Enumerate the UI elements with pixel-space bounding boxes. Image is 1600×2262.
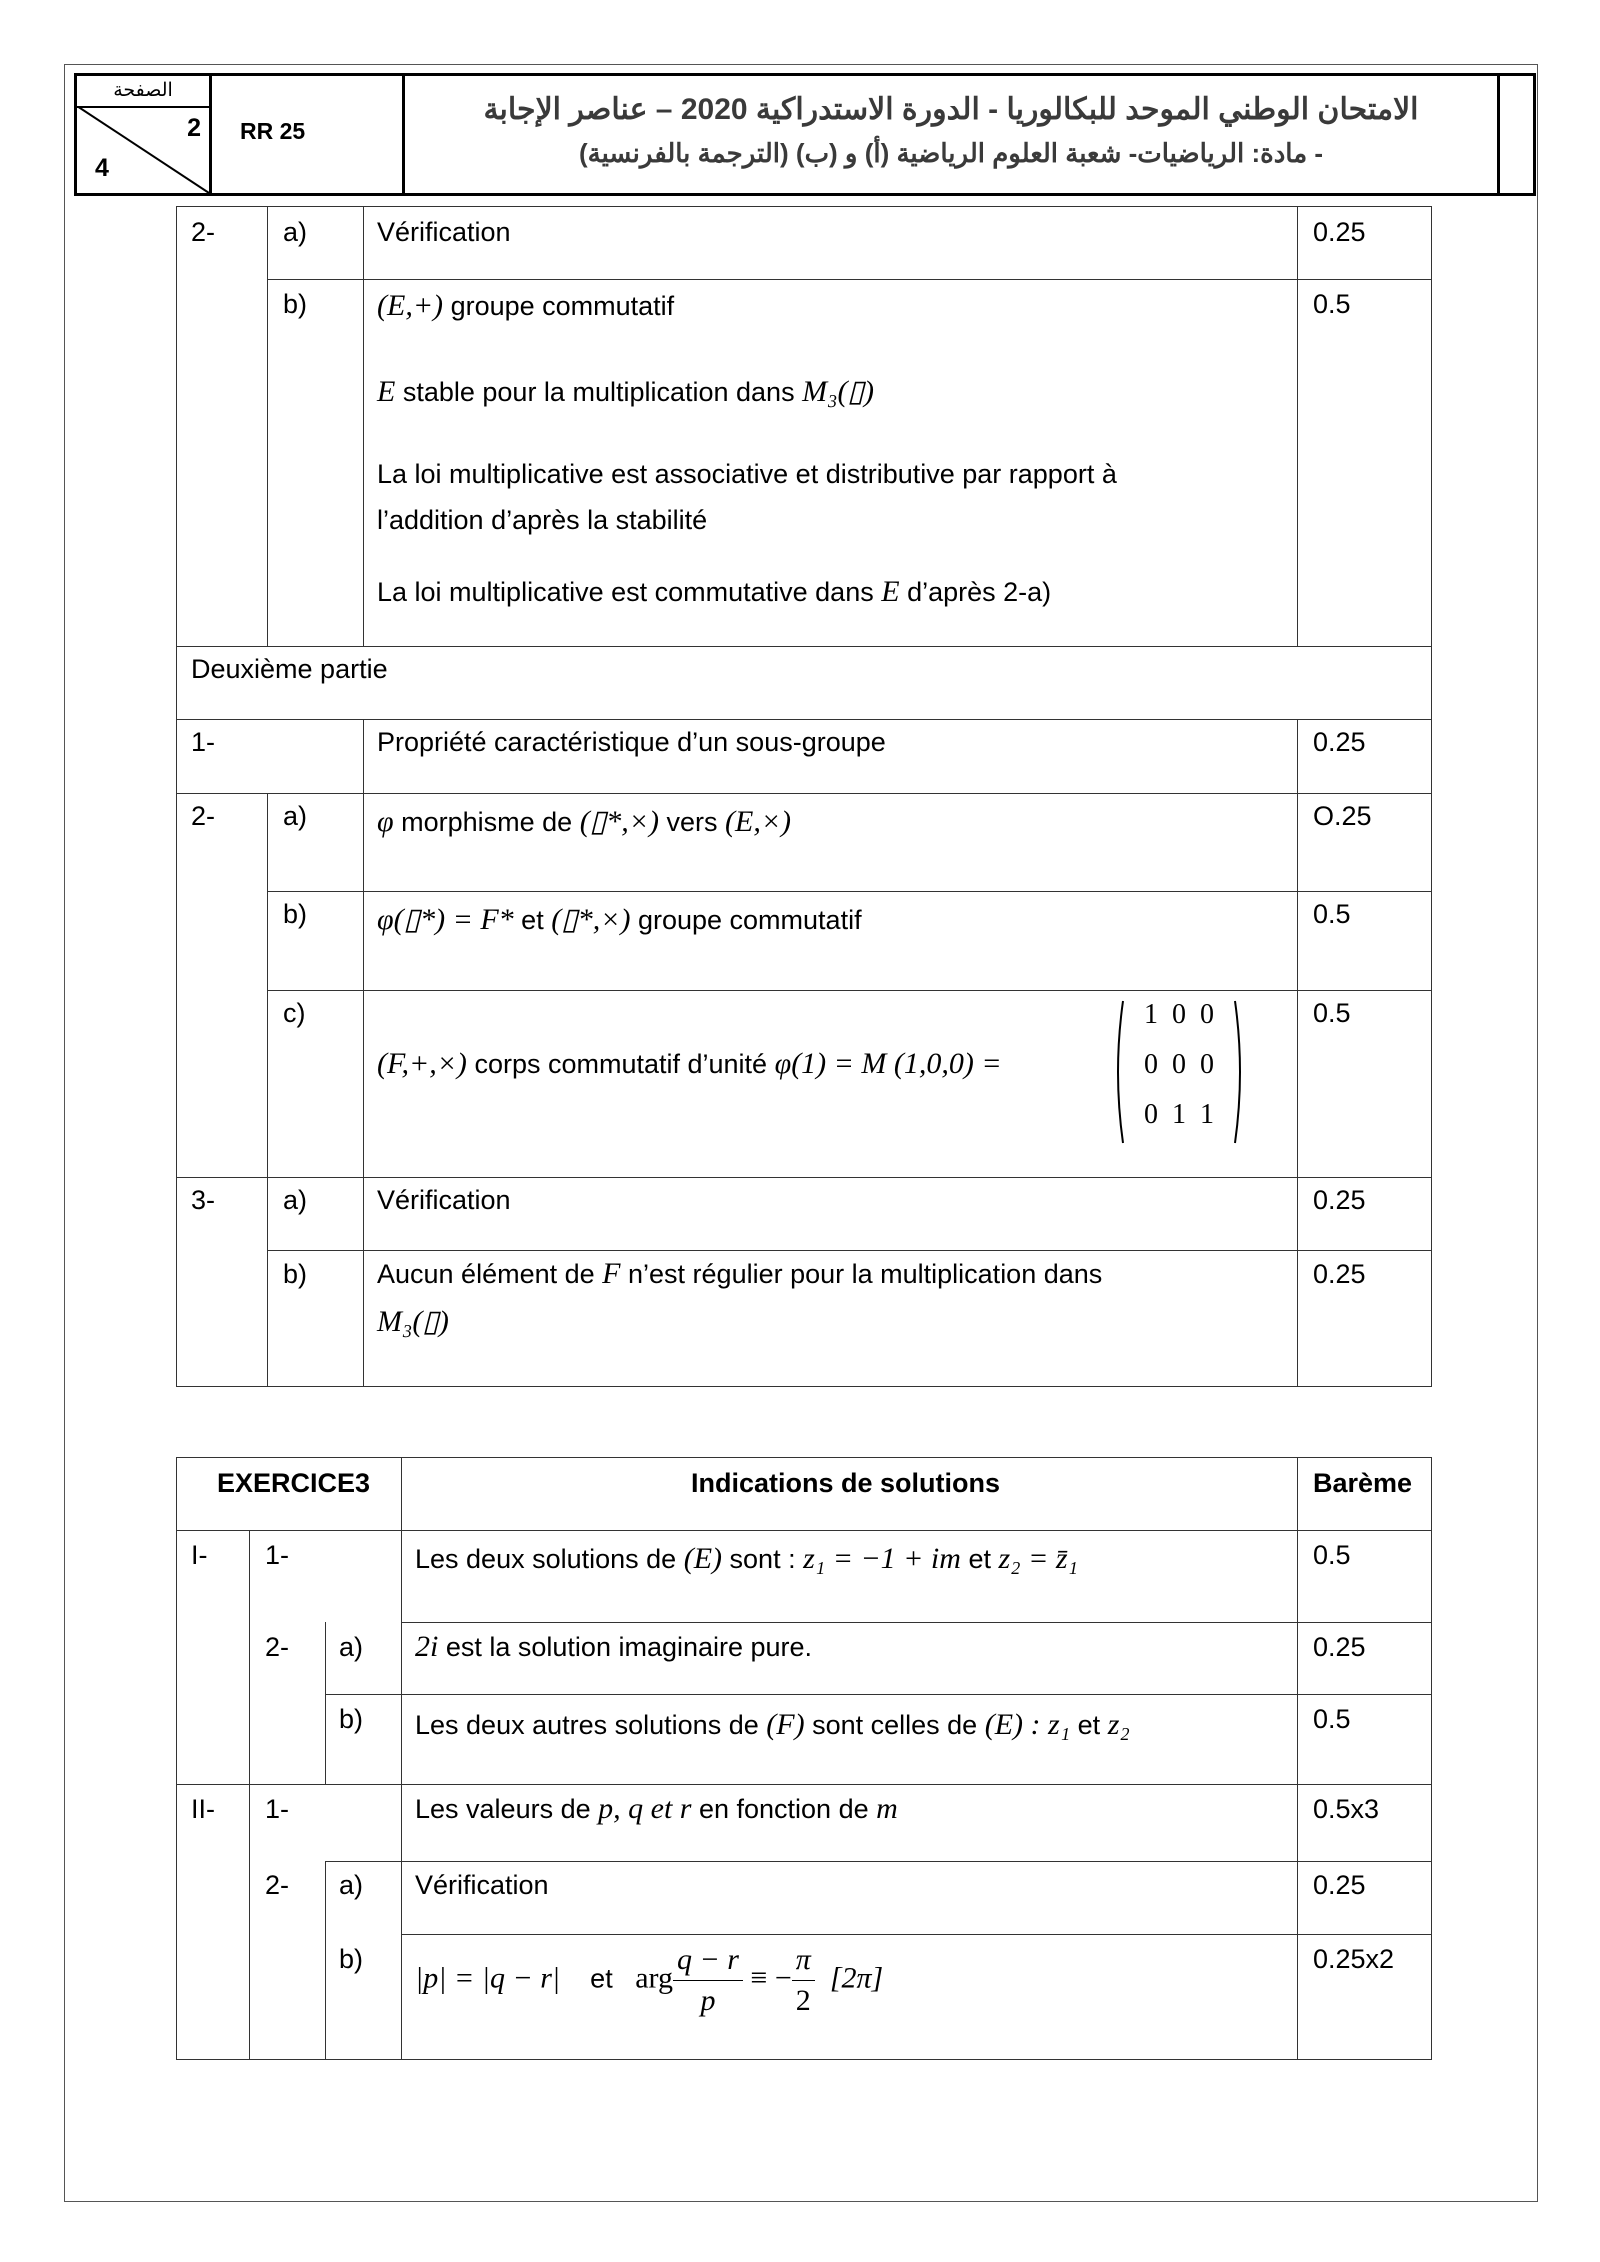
- row-score: 0.5x3: [1313, 1794, 1380, 1824]
- row-text: φ morphisme de (▯*,×) vers (E,×): [377, 805, 792, 838]
- row-num-2: 2-: [191, 217, 216, 247]
- row-text: Vérification: [377, 1185, 511, 1215]
- page-total: 4: [95, 154, 109, 182]
- answer-table-2: [176, 1457, 1432, 2060]
- row-score: O.25: [1313, 801, 1372, 831]
- row-text: Les valeurs de p, q et r en fonction de m: [415, 1792, 898, 1825]
- row-text: Les deux autres solutions de (F) sont celles de (E) : z₁ et z₂: [415, 1708, 1130, 1741]
- row-score: 0.25: [1313, 727, 1366, 757]
- row-num-2: 2-: [191, 801, 216, 831]
- row-subsub-a: a): [339, 1632, 364, 1662]
- row-score: 0.25: [1313, 1259, 1366, 1289]
- row-score: 0.5: [1313, 1704, 1351, 1734]
- unit-matrix: 1 0 0 0 0 0 0 1 1: [1111, 997, 1247, 1147]
- exam-code-box: [212, 76, 405, 193]
- row-formula: |p| = |q − r| et arg $\frac{q - r}{p}$ ≡ − $\frac{\pi}{2}$ [2π]: [415, 1940, 883, 2021]
- row-score: 0.25: [1313, 1870, 1366, 1900]
- row-sub-b: b): [283, 289, 308, 319]
- row-text: Les deux solutions de (E) sont : z₁ = −1 + im et z₂ = z̄₁: [415, 1542, 1078, 1575]
- row-score: 0.5: [1313, 998, 1351, 1028]
- header-bareme: Barème: [1313, 1468, 1413, 1498]
- row-sub-a: a): [283, 801, 308, 831]
- row-sub-2: 2-: [265, 1632, 290, 1662]
- exam-title-line2: - مادة: الرياضيات- شعبة العلوم الرياضية (أ) و (ب) (الترجمة بالفرنسية): [578, 138, 1324, 168]
- row-num-I: I-: [191, 1540, 208, 1570]
- row-sub-1: 1-: [265, 1540, 290, 1570]
- row-text: Propriété caractéristique d’un sous-groupe: [377, 727, 886, 757]
- row-num-1: 1-: [191, 727, 216, 757]
- row-sub-2: 2-: [265, 1870, 290, 1900]
- exam-code: RR 25: [240, 118, 306, 144]
- row-line-3b: l’addition d’après la stabilité: [377, 505, 708, 535]
- row-text-2: M₃(▯): [377, 1305, 449, 1338]
- row-num-3: 3-: [191, 1185, 216, 1215]
- page-num: 2: [187, 114, 201, 142]
- row-text: (F,+,×) corps commutatif d’unité φ(1) = M (1,0,0) =: [377, 1047, 1002, 1080]
- row-sub-b: b): [283, 899, 308, 929]
- row-sub-c: c): [283, 998, 306, 1028]
- header-exercise: EXERCICE3: [217, 1468, 371, 1498]
- section-title: Deuxième partie: [191, 654, 388, 684]
- row-num-II: II-: [191, 1794, 215, 1824]
- page-label: الصفحة: [77, 76, 209, 108]
- row-score: 0.5: [1313, 899, 1351, 929]
- page-header: [74, 73, 1536, 196]
- row-text: φ(▯*) = F* et (▯*,×) groupe commutatif: [377, 903, 862, 936]
- row-subsub-b: b): [339, 1944, 364, 1974]
- page-number-box: [77, 76, 212, 193]
- row-text: Vérification: [415, 1870, 549, 1900]
- row-line-2: E stable pour la multiplication dans M₃(▯): [377, 375, 875, 408]
- row-score: 0.25: [1313, 1185, 1366, 1215]
- row-score: 0.25: [1313, 217, 1366, 247]
- row-sub-b: b): [283, 1259, 308, 1289]
- row-text: Aucun élément de F n’est régulier pour la multiplication dans: [377, 1257, 1103, 1290]
- row-line-1: (E,+) groupe commutatif: [377, 289, 675, 322]
- row-sub-a: a): [283, 217, 308, 247]
- exam-title-line1: الامتحان الوطني الموحد للبكالوريا - الدورة الاستدراكية 2020 – عناصر الإجابة: [483, 93, 1419, 126]
- row-score: 0.25x2: [1313, 1944, 1395, 1974]
- header-indications: Indications de solutions: [691, 1468, 1001, 1498]
- row-text: 2i est la solution imaginaire pure.: [415, 1630, 813, 1663]
- answer-table-1: [176, 206, 1432, 1387]
- row-sub-a: a): [283, 1185, 308, 1215]
- row-text: Vérification: [377, 217, 511, 247]
- row-score: 0.25: [1313, 1632, 1366, 1662]
- row-line-4: La loi multiplicative est commutative dans E d’après 2-a): [377, 575, 1052, 608]
- row-subsub-b: b): [339, 1704, 364, 1734]
- row-score: 0.5: [1313, 1540, 1351, 1570]
- exam-title-box: [405, 76, 1500, 193]
- row-sub-1: 1-: [265, 1794, 290, 1824]
- row-line-3a: La loi multiplicative est associative et distributive par rapport à: [377, 459, 1117, 489]
- row-subsub-a: a): [339, 1870, 364, 1900]
- row-score: 0.5: [1313, 289, 1351, 319]
